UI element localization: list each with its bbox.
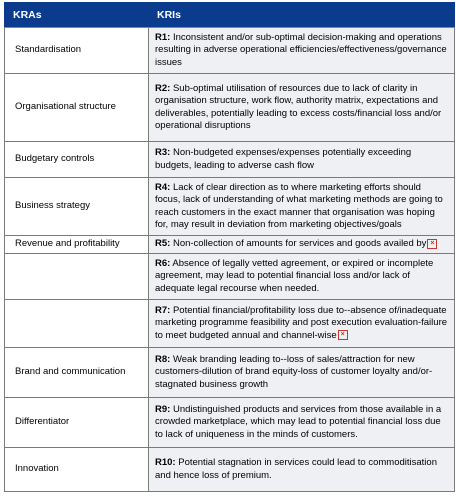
table-row [5, 398, 455, 448]
kri-text: Potential stagnation in services could lead to commoditisation and hence loss of premium. [155, 457, 437, 481]
kra-cell: Brand and communication [5, 348, 149, 398]
table-row [5, 74, 455, 142]
kra-cell: Organisational structure [5, 74, 149, 142]
kri-code: R10: [155, 457, 176, 469]
kri-text: Non-collection of amounts for services and goods availed by [170, 238, 427, 250]
kri-code: R3: [155, 147, 171, 159]
kri-text: Non-budgeted expenses/expenses potentially exceeding budgets, leading to adverse cash flow [155, 147, 412, 171]
header-kras: KRAs [5, 3, 149, 28]
kri-code: R9: [155, 404, 171, 416]
kri-text: Weak branding leading to--loss of sales/attraction for new customers-dilution of brand equity-loss of customer loyalty and/or-stagnated business growth [155, 354, 433, 390]
header-row [5, 3, 455, 28]
kri-cell [149, 28, 455, 74]
kri-code: R4: [155, 181, 171, 193]
table-row [5, 178, 455, 236]
kra-cell: Innovation [5, 448, 149, 492]
kra-cell: Standardisation [5, 28, 149, 74]
kri-cell [149, 236, 455, 254]
table-row [5, 254, 455, 300]
kri-cell [149, 398, 455, 448]
kri-cell [149, 74, 455, 142]
kri-code: R8: [155, 354, 171, 366]
kra-cell [5, 254, 149, 300]
table-row [5, 236, 455, 254]
kri-cell [149, 142, 455, 178]
kri-cell [149, 300, 455, 348]
kri-cell [149, 254, 455, 300]
table-row [5, 300, 455, 348]
broken-image-icon: × [427, 239, 437, 249]
kri-cell [149, 178, 455, 236]
kri-code: R5: [155, 238, 171, 250]
kri-code: R1: [155, 32, 171, 44]
kra-cell: Differentiator [5, 398, 149, 448]
kri-text: Sub-optimal utilisation of resources due to lack of clarity in organisation structure, work flow, authority matrix, expectations and deliverables, potentially leading to excess costs/financial loss and/or operational disruptions [155, 82, 442, 131]
kri-text: Undistinguished products and services from those available in a crowded marketplace, which may lead to potential financial loss due to lack of uniqueness in the minds of customers. [155, 404, 442, 440]
kri-cell [149, 348, 455, 398]
kri-text: Absence of legally vetted agreement, or expired or incomplete agreement, may lead to potential financial loss and/or lack of adequate legal recourse when needed. [155, 258, 434, 294]
kri-code: R7: [155, 305, 171, 317]
kra-cell: Budgetary controls [5, 142, 149, 178]
broken-image-icon: × [338, 330, 348, 340]
kra-cell [5, 300, 149, 348]
table-row [5, 142, 455, 178]
kri-text: Potential financial/profitability loss due to--absence of/inadequate marketing programme feasibility and post execution evaluation-failure to meet budgeted annual and channel-wise [155, 305, 448, 341]
kra-cell: Revenue and profitability [5, 236, 149, 254]
table-row [5, 448, 455, 492]
kri-code: R6: [155, 258, 171, 270]
kri-cell [149, 448, 455, 492]
kra-kri-table [4, 2, 455, 492]
table-row [5, 28, 455, 74]
kri-code: R2: [155, 82, 171, 94]
kra-cell: Business strategy [5, 178, 149, 236]
table-row [5, 348, 455, 398]
header-kris: KRIs [149, 3, 455, 28]
kri-text: Inconsistent and/or sub-optimal decision-making and operations resulting in adverse operational efficiencies/effectiveness/governance issues [155, 32, 447, 68]
kri-text: Lack of clear direction as to where marketing efforts should focus, lack of understanding of what marketing methods are going to reach customers in the exact manner that organisation was hoping for, may result in deviation from marketing objectives/goals [155, 181, 443, 230]
